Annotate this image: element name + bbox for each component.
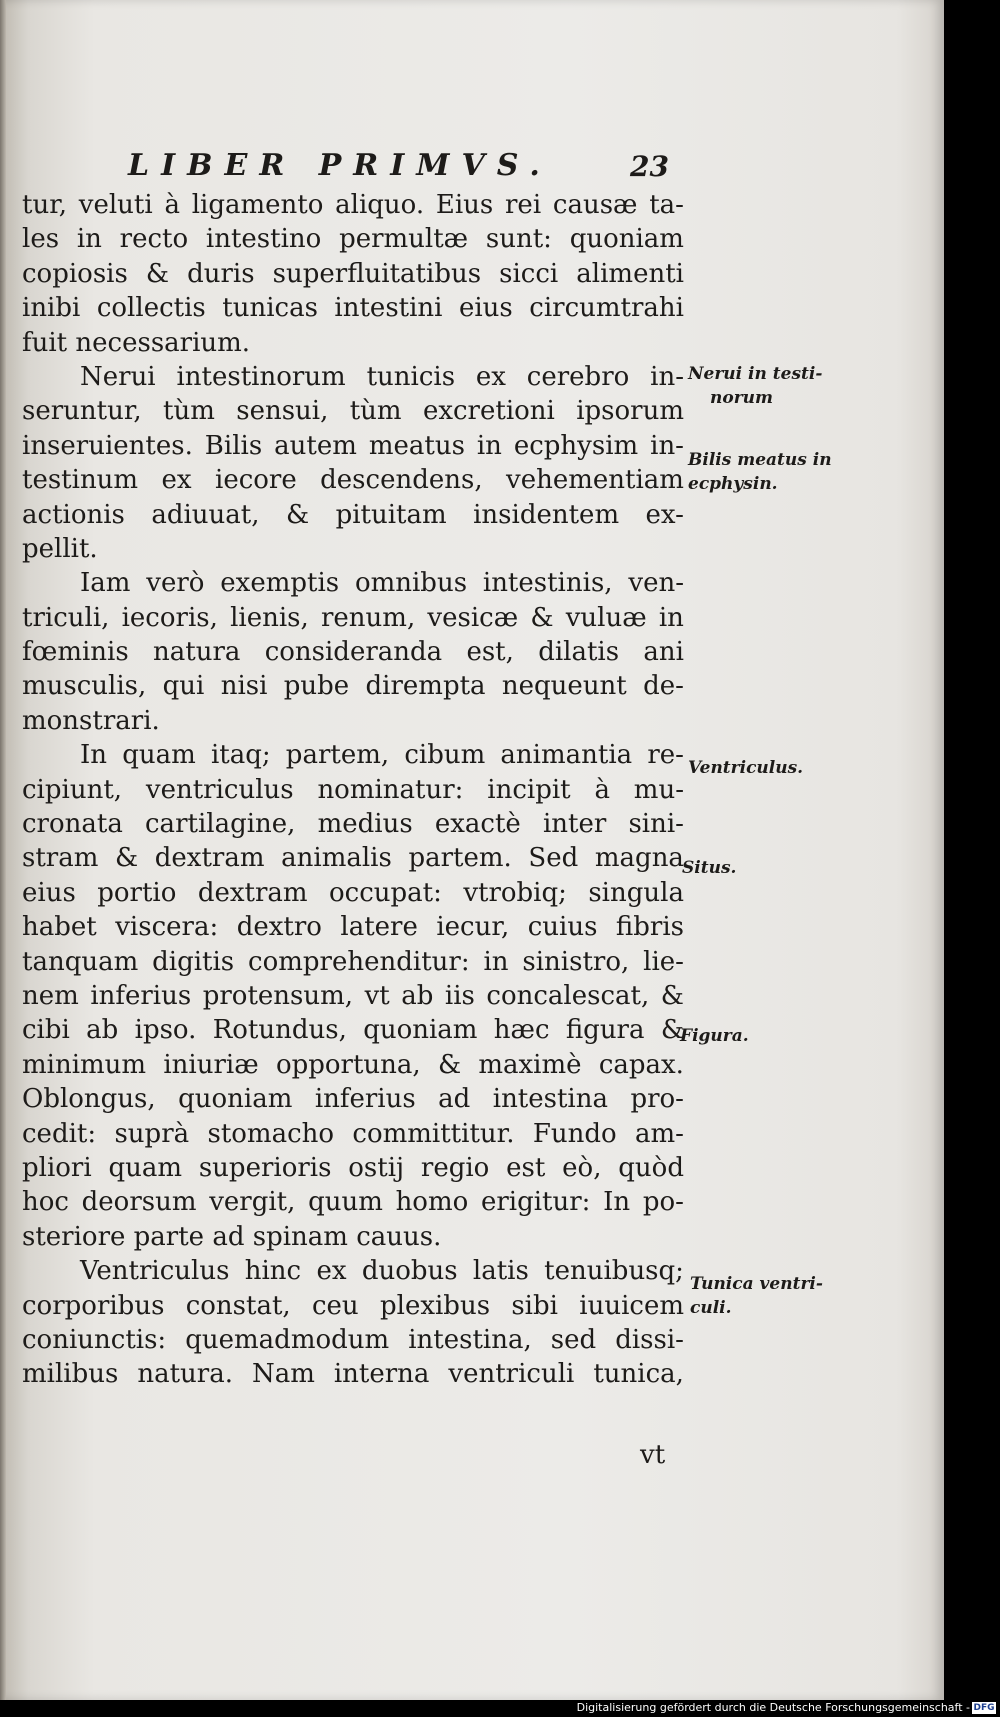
text-line	[22, 841, 684, 875]
text-line	[22, 1013, 684, 1047]
word: adiuuat,	[151, 499, 260, 530]
word: est,	[466, 637, 514, 668]
word: suprà	[114, 1118, 190, 1149]
word: pube	[283, 671, 350, 702]
word: ceu	[311, 1290, 359, 1321]
word: stomacho	[207, 1118, 335, 1149]
text-line	[22, 429, 684, 463]
text-line	[22, 807, 684, 841]
word: Oblongus,	[22, 1084, 156, 1115]
word: partem,	[285, 740, 390, 771]
word: intestina	[492, 1084, 608, 1115]
word: lienis,	[230, 602, 309, 633]
word: tur,	[22, 190, 68, 220]
word: natura	[153, 637, 241, 668]
text-line	[22, 1048, 684, 1082]
word: nisi	[220, 671, 268, 702]
text-line	[22, 910, 684, 944]
word: sensui,	[236, 396, 329, 427]
word: ab	[401, 980, 434, 1011]
word: plexibus	[379, 1290, 491, 1321]
word: digitis	[152, 946, 235, 977]
word: cronata	[22, 809, 123, 840]
word: descendens,	[320, 465, 483, 496]
word: mu-	[633, 774, 684, 805]
word: ipso.	[134, 1015, 197, 1046]
word: quoniam	[363, 1015, 478, 1046]
word: superioris	[198, 1152, 332, 1183]
gutter-shadow	[0, 0, 6, 1700]
marginal-note-nerui: Nerui in testi- norum	[688, 364, 823, 408]
text-line	[22, 635, 684, 669]
word: hinc	[244, 1256, 302, 1287]
marginal-note-situs: Situs.	[682, 858, 737, 878]
word: ven-	[628, 568, 684, 599]
word: ta-	[649, 190, 684, 220]
word: ex	[316, 1256, 347, 1287]
word: ipsorum	[576, 396, 684, 427]
text-line	[22, 601, 684, 635]
word: tùm	[163, 396, 215, 427]
word: deorsum	[81, 1187, 197, 1218]
word: partem.	[408, 843, 512, 874]
catchword: vt	[640, 1440, 666, 1470]
word: hoc	[22, 1187, 69, 1218]
word: animalis	[281, 843, 392, 874]
word: fœminis	[22, 637, 129, 668]
word: dextram	[197, 877, 308, 908]
word: ventriculus	[145, 774, 294, 805]
word: tenuibusq;	[544, 1256, 684, 1287]
word: opportuna,	[275, 1049, 421, 1080]
word: quam	[108, 1152, 183, 1183]
word: dissi-	[615, 1324, 684, 1355]
word: tunica,	[593, 1359, 684, 1390]
word: &	[285, 499, 310, 530]
word: vuluæ	[565, 602, 647, 633]
word: Ventriculus	[80, 1256, 230, 1287]
word: figura	[565, 1015, 645, 1046]
word: iuuicem	[579, 1290, 684, 1321]
word: in	[658, 602, 684, 633]
word: quòd	[618, 1152, 684, 1183]
word: ventriculi	[448, 1359, 575, 1390]
word: habet	[22, 912, 97, 943]
word: intestina,	[408, 1324, 532, 1355]
word: vehementiam	[506, 465, 684, 496]
word: de-	[643, 671, 684, 702]
word: quam	[122, 740, 196, 771]
word: actionis	[22, 499, 125, 530]
word: à	[164, 190, 180, 220]
word: latis	[472, 1256, 529, 1287]
text-line	[22, 394, 684, 428]
word: Nam	[251, 1359, 315, 1390]
word: recto	[119, 224, 189, 255]
word: vt	[364, 980, 390, 1011]
body-text	[22, 188, 684, 1392]
word: cibi	[22, 1015, 70, 1046]
word: re-	[647, 740, 684, 771]
word: latere	[340, 912, 418, 943]
word: portio	[97, 877, 177, 908]
word: ex-	[645, 499, 684, 530]
word: In	[80, 740, 108, 771]
word: concalescat,	[486, 980, 650, 1011]
word: intestini	[334, 293, 443, 324]
word: iniuriæ	[163, 1049, 259, 1080]
word: medius	[317, 809, 413, 840]
word: sibi	[511, 1290, 558, 1321]
word: nem	[22, 980, 79, 1011]
word: ab	[86, 1015, 119, 1046]
word: iecore	[215, 465, 297, 496]
word: seruntur,	[22, 396, 142, 427]
word: dextram	[154, 843, 265, 874]
text-line	[22, 1289, 684, 1323]
marginal-note-ventriculus: Ventriculus.	[688, 758, 804, 778]
word: exactè	[434, 809, 521, 840]
text-line	[22, 979, 684, 1013]
word: autem	[274, 430, 357, 461]
word: exemptis	[220, 568, 340, 599]
word: eò,	[562, 1152, 602, 1183]
word: pituitam	[335, 499, 447, 530]
text-line	[22, 1323, 684, 1357]
word: fibris	[615, 912, 684, 943]
word: &	[530, 602, 554, 633]
word: sinistro,	[522, 946, 630, 977]
word: viscera:	[115, 912, 219, 943]
word: dirempta	[365, 671, 486, 702]
text-line	[22, 188, 684, 222]
word: ligamento	[191, 190, 324, 220]
word: nominatur:	[317, 774, 464, 805]
word: coniunctis:	[22, 1324, 167, 1355]
marginal-note-bilis: Bilis meatus in ecphysin.	[688, 450, 832, 494]
word: permultæ	[339, 224, 469, 255]
word: quum	[308, 1187, 383, 1218]
text-line: fuit necessarium.	[22, 327, 251, 358]
word: ani	[643, 637, 684, 668]
word: milibus	[22, 1359, 119, 1390]
word: Rotundus,	[212, 1015, 347, 1046]
word: inferius	[314, 1084, 416, 1115]
word: In	[603, 1187, 631, 1218]
text-line	[22, 945, 684, 979]
word: testinum	[22, 465, 139, 496]
digitization-credit: Digitalisierung gefördert durch die Deutsche Forschungsgemeinschaft -	[576, 1701, 970, 1714]
word: Nerui	[80, 361, 156, 392]
word: occupat:	[329, 877, 442, 908]
word: excretioni	[422, 396, 555, 427]
text-line	[22, 1082, 684, 1116]
word: rei	[505, 190, 542, 220]
text-line: steriore parte ad spinam cauus.	[22, 1221, 442, 1252]
word: superfluitatibus	[272, 258, 482, 289]
word: stram	[22, 843, 99, 874]
word: renum,	[320, 602, 416, 633]
word: in-	[650, 361, 684, 392]
text-line: monstrari.	[22, 705, 160, 736]
word: &	[145, 258, 170, 289]
word: vesicæ	[427, 602, 519, 633]
word: musculis,	[22, 671, 147, 702]
word: cuius	[527, 912, 598, 943]
word: eius	[22, 877, 76, 908]
word: am-	[635, 1118, 684, 1149]
word: à	[594, 774, 610, 805]
word: inferius	[90, 980, 192, 1011]
word: ecphysim	[513, 430, 639, 461]
word: omnibus	[354, 568, 468, 599]
text-line	[22, 669, 684, 703]
word: committitur.	[352, 1118, 515, 1149]
word: homo	[395, 1187, 469, 1218]
word: animantia	[500, 740, 633, 771]
word: cibum	[404, 740, 486, 771]
word: erigitur:	[480, 1187, 591, 1218]
page-number: 23	[630, 150, 669, 183]
word: duris	[187, 258, 255, 289]
word: sicci	[499, 258, 559, 289]
word: po-	[642, 1187, 684, 1218]
word: &	[437, 1049, 462, 1080]
word: Bilis	[204, 430, 263, 461]
word: duobus	[361, 1256, 458, 1287]
word: cedit:	[22, 1118, 97, 1149]
word: ad	[438, 1084, 471, 1115]
word: incipit	[487, 774, 571, 805]
word: ostij	[348, 1152, 405, 1183]
word: ex	[475, 361, 506, 392]
text-line	[22, 360, 684, 394]
word: in	[476, 430, 502, 461]
text-line	[22, 1185, 684, 1219]
word: regio	[420, 1152, 490, 1183]
word: in	[76, 224, 102, 255]
text-line	[22, 773, 684, 807]
word: vtrobiq;	[463, 877, 567, 908]
text-line: pellit.	[22, 533, 98, 564]
word: &	[115, 843, 139, 874]
word: maximè	[478, 1049, 582, 1080]
text-line	[22, 1117, 684, 1151]
text-line	[22, 291, 684, 325]
word: interna	[333, 1359, 430, 1390]
word: tanquam	[22, 946, 139, 977]
text-line	[22, 876, 684, 910]
word: sunt:	[485, 224, 552, 255]
word: meatus	[368, 430, 465, 461]
word: alimenti	[576, 258, 684, 289]
word: constat,	[185, 1290, 291, 1321]
word: intestinorum	[176, 361, 346, 392]
word: triculi,	[22, 602, 110, 633]
word: nequeunt	[501, 671, 627, 702]
word: quoniam	[569, 224, 684, 255]
word: inseruientes.	[22, 430, 193, 461]
word: protensum,	[202, 980, 354, 1011]
word: Eius	[435, 190, 494, 220]
word: copiosis	[22, 258, 128, 289]
word: ex	[161, 465, 192, 496]
word: cipiunt,	[22, 774, 123, 805]
word: cartilagine,	[145, 809, 296, 840]
dfg-logo: DFG	[973, 1703, 995, 1713]
word: circumtrahi	[529, 293, 684, 324]
word: aliquo.	[335, 190, 425, 220]
word: eius	[458, 293, 513, 324]
word: hæc	[493, 1015, 550, 1046]
word: iecur,	[436, 912, 510, 943]
text-line	[22, 498, 684, 532]
word: quoniam	[178, 1084, 293, 1115]
word: tunicis	[366, 361, 456, 392]
text-line	[22, 463, 684, 497]
word: sed	[550, 1324, 597, 1355]
word: vergit,	[209, 1187, 296, 1218]
text-line	[22, 222, 684, 256]
word: minimum	[22, 1049, 147, 1080]
text-line	[22, 1254, 684, 1288]
word: intestinis,	[482, 568, 613, 599]
word: &	[660, 980, 684, 1011]
text-line	[22, 738, 684, 772]
word: cerebro	[526, 361, 630, 392]
word: les	[22, 224, 60, 255]
word: magna	[594, 843, 684, 874]
word: tùm	[349, 396, 402, 427]
word: iis	[444, 980, 475, 1011]
running-head: LIBER PRIMVS.	[128, 148, 552, 183]
word: verò	[146, 568, 205, 599]
marginal-note-figura: Figura.	[680, 1026, 749, 1046]
marginal-note-tunica: Tunica ventri- culi.	[690, 1274, 823, 1318]
word: in	[483, 946, 509, 977]
word: dextro	[236, 912, 322, 943]
word: inter	[542, 809, 607, 840]
word: collectis	[96, 293, 206, 324]
word: Sed	[528, 843, 579, 874]
word: itaq;	[210, 740, 271, 771]
text-line	[22, 566, 684, 600]
word: intestino	[205, 224, 322, 255]
word: qui	[162, 671, 205, 702]
word: pro-	[630, 1084, 684, 1115]
text-line	[22, 257, 684, 291]
word: Iam	[80, 568, 131, 599]
word: insidentem	[473, 499, 620, 530]
text-line	[22, 1151, 684, 1185]
word: causæ	[552, 190, 638, 220]
word: natura.	[137, 1359, 233, 1390]
word: quemadmodum	[185, 1324, 390, 1355]
word: Fundo	[532, 1118, 617, 1149]
word: tunicas	[222, 293, 318, 324]
word: &	[660, 1015, 684, 1046]
text-line	[22, 1357, 684, 1391]
word: corporibus	[22, 1290, 165, 1321]
word: capax.	[598, 1049, 684, 1080]
word: iecoris,	[121, 602, 218, 633]
word: dilatis	[538, 637, 620, 668]
word: veluti	[78, 190, 153, 220]
word: consideranda	[264, 637, 443, 668]
word: in-	[650, 430, 684, 461]
word: singula	[588, 877, 684, 908]
word: lie-	[643, 946, 684, 977]
word: est	[506, 1152, 546, 1183]
word: sini-	[628, 809, 684, 840]
word: pliori	[22, 1152, 92, 1183]
word: comprehenditur:	[248, 946, 470, 977]
word: inibi	[22, 293, 81, 324]
